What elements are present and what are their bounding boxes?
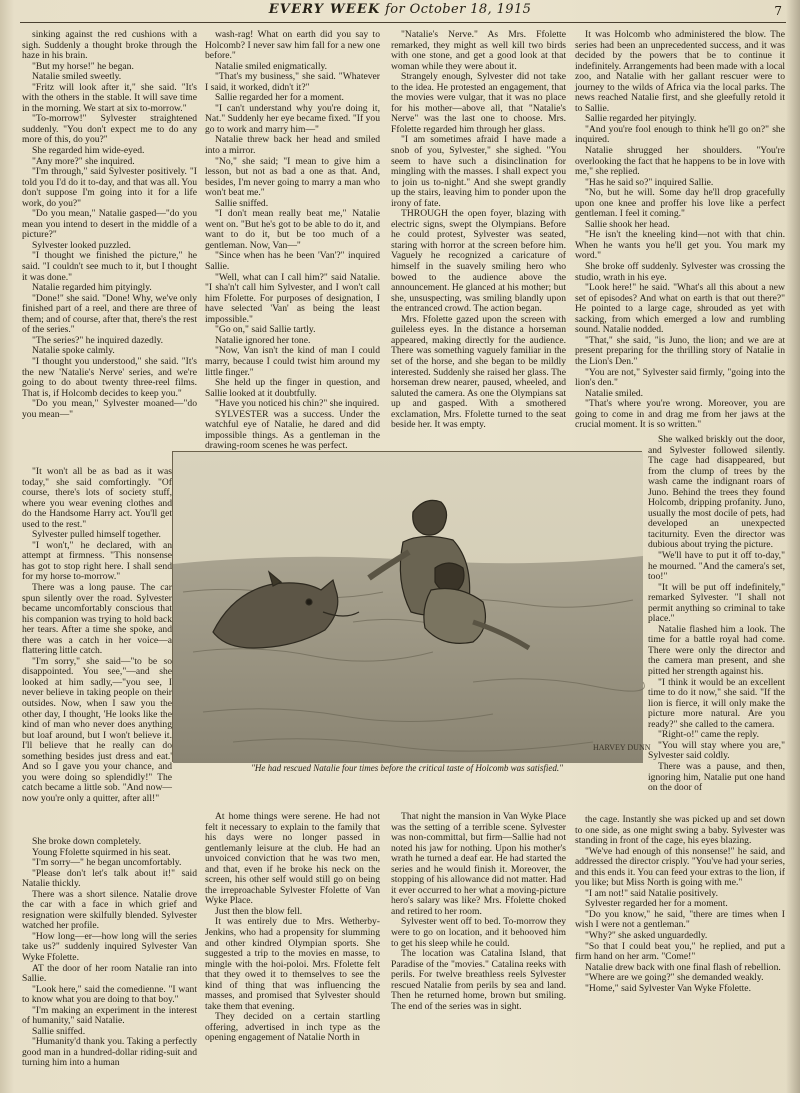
paragraph: She held up the finger in question, and Sallie looked at it doubtfully. — [205, 377, 380, 399]
paragraph: "Has he said so?" inquired Sallie. — [585, 176, 714, 188]
column-4-bottom — [575, 815, 785, 1090]
paragraph: Sylvester pulled himself together. — [32, 529, 161, 541]
header-rule — [20, 22, 786, 23]
paragraph: "Go on," said Sallie tartly. — [215, 324, 316, 336]
paragraph: "I don't mean really beat me," Natalie went on. "But he's got to be able to do it, and want to do it, but be too much of a gentleman. Now, Van—" — [205, 208, 380, 251]
paragraph: Sallie sniffed. — [32, 1025, 86, 1037]
paragraph: "Do you mean," Natalie gasped—"do you mean you intend to desert in the middle of a picture?" — [22, 208, 197, 241]
paragraph: Sylvester went off to bed. To-morrow they were to go on location, and it behooved him to get his sleep while he could. — [391, 916, 566, 949]
column-4-middle — [648, 435, 785, 815]
paragraph: "Please don't let's talk about it!" said Natalie thickly. — [22, 867, 197, 890]
paragraph: "I think it would be an excellent time to do it now," she said. "If the lion is fierce, it will only make the picture more natural. Are you ready?" she called to the camera. — [648, 676, 785, 730]
paragraph: She broke down completely. — [32, 836, 142, 847]
paragraph: "I'm through," said Sylvester positively. "I told you I'd do it to-day, and that was all. You don't suppose I'm going into it for a life work, do you?" — [22, 166, 197, 209]
paragraph: "Now, Van isn't the kind of man I could marry, because I could twist him around my little finger." — [205, 345, 380, 378]
paragraph: "So that I could beat you," he replied, and put a firm hand on her arm. "Come!" — [575, 940, 785, 963]
paragraph: "Well, what can I call him?" said Natalie. "I sha'n't call him Sylvester, and I won't call him Ffolette. For purposes of designation, I have selected 'Van' as being the least impossible." — [205, 271, 380, 325]
paragraph: "To-morrow!" Sylvester straightened suddenly. "You don't expect me to do any more of this, do you?" — [22, 113, 197, 146]
paragraph: "The series?" he inquired dazedly. — [32, 334, 164, 346]
page-number: 7 — [774, 4, 782, 18]
paragraph: sinking against the red cushions with a sigh. Suddenly a thought broke through the haze in his brain. — [22, 29, 197, 62]
paragraph: wash-rag! What on earth did you say to Holcomb? I never saw him fall for a new one before." — [205, 29, 380, 62]
paragraph: There was a short silence. Natalie drove the car with a face in which grief and resignation were skilfully blended. Sylvester watched her profile. — [22, 888, 197, 932]
paragraph: "Where are we going?" she demanded weakly. — [585, 972, 764, 984]
paragraph: "I thought you understood," she said. "It's the new 'Natalie's Nerve' series, and we're going to do about twenty three-reel films. That is, if Holcomb decides to keep you." — [22, 355, 197, 399]
paragraph: "How long—er—how long will the series take us?" suddenly inquired Sylvester Van Wyke Ffolette. — [22, 930, 197, 964]
paragraph: "We've had enough of this nonsense!" he said, and addressed the director crisply. "You've had your series, and this ends it. You can feed your extras to the lion, if you like; but Miss North is going with me." — [575, 845, 785, 889]
paragraph: "It will be put off indefinitely," remarked Sylvester. "I shall not permit anything so criminal to take place." — [648, 581, 785, 625]
paragraph: Natalie threw back her head and smiled into a mirror. — [205, 134, 380, 157]
paragraph: She walked briskly out the door, and Sylvester followed silently. The cage had disappeared, but from the clump of trees by the wash came the indignant roars of Juno. Behind the trees they found Holcomb, dripping profanity. Juno, usually the most docile of pets, had developed an unexpected taciturnity. Even the director was dubious about trying the picture. — [648, 434, 785, 551]
paragraph: "It won't all be as bad as it was today," she said comfortingly. "Of course, there's lots of society stuff, where you wear evening clothes and do the Handsome Harry act. You'll get used to the rest." — [22, 466, 172, 530]
paragraph: "That's my business," she said. "Whatever I said, it worked, didn't it?" — [205, 71, 380, 93]
paragraph: It was Holcomb who administered the blow. The series had been an unprecedented success, and it was decided by the powers that be to continue it indefinitely. Arrangements had been made with a local zoo, and Natalie with her gallant rescuer were to journey to the wilds of Africa via the local parks. The news reached Natalie first, and she gleefully retold it to Sallie. — [575, 29, 785, 114]
running-header — [0, 2, 800, 22]
paragraph: "Right-o!" came the reply. — [658, 729, 759, 741]
issue-date: for October 18, 1915 — [385, 2, 532, 17]
paragraph: "Natalie's Nerve." As Mrs. Ffolette remarked, they might as well kill two birds with one stone, and get a good look at that woman while they were about it. — [391, 29, 566, 72]
paragraph: There was a long pause. The car spun silently over the road. Sylvester became uncomfortably conscious that his companion was trying to hold back her tears. After a time she spoke, and there was a catch in her voice—a flattering little catch. — [22, 582, 172, 657]
paragraph: THROUGH the open foyer, blazing with electric signs, swept the Olympians. Before he could protest, Sylvester was seated, staring with horror at the screen before him. Vaguely he recognized a caricature of himself in the suavely smiling hero who bowed to the audience above the announcement. He glanced at his mother; but she, unsuspecting, was smiling blandly upon the entranced crowd. The action began. — [391, 208, 566, 315]
paragraph: "I thought we finished the picture," he said. "I couldn't see much to it, but I thought it was done." — [22, 250, 197, 283]
paragraph: "I am not!" said Natalie positively. — [585, 887, 718, 899]
paragraph: "You are not," Sylvester said firmly, "going into the lion's den." — [575, 366, 785, 389]
paragraph: Natalie flashed him a look. The time for a battle royal had come. There were only the director and the camera man present, and she pitted her strength against his. — [648, 623, 785, 678]
column-1-middle — [22, 467, 172, 837]
paragraph: "Since when has he been 'Van'?" inquired Sallie. — [205, 250, 380, 273]
paragraph: "Home," said Sylvester Van Wyke Ffolette. — [585, 982, 751, 994]
paragraph: "I can't understand why you're doing it, Nat." Suddenly her eye became fixed. "If you go to work and marry him—" — [205, 102, 380, 135]
paragraph: She broke off suddenly. Sylvester was crossing the studio, wrath in his eye. — [575, 261, 785, 283]
paragraph: Natalie shrugged her shoulders. "You're overlooking the fact that he happens to be in love with me," she replied. — [575, 145, 785, 178]
paragraph: "I won't," he declared, with an attempt at firmness. "This nonsense has got to stop right here. I shall send for my horse to-morrow." — [22, 539, 172, 583]
paragraph: Sylvester looked puzzled. — [32, 239, 131, 251]
column-1-bottom — [22, 837, 197, 1087]
paragraph: "Look here," said the comedienne. "I want to know what you are doing to that boy." — [22, 983, 197, 1006]
paragraph: "No, but he will. Some day he'll drop gracefully upon one knee and proffer his love like a perfect gentleman. I feel it coming." — [575, 187, 785, 220]
paragraph: Natalie drew back with one final flash of rebellion. — [585, 961, 781, 973]
paragraph: "Do you mean," Sylvester moaned—"do you mean—" — [22, 398, 197, 420]
paragraph: Young Ffolette squirmed in his seat. — [32, 846, 171, 858]
paragraph: She regarded him wide-eyed. — [32, 145, 145, 157]
paragraph: They decided on a certain startling offering, advertised in inch type as the opening engagement of Natalie North in — [205, 1011, 380, 1044]
paragraph: The location was Catalina Island, that Paradise of the "movies." Catalina reeks with perils. For twelve breathless reels Sylvester rescued Natalie from perils by sea and land. Then he returned home, brown but smiling. The end of the series was in sight. — [391, 948, 566, 1012]
paragraph: "I'm sorry," she said—"to be so disappointed. You see,"—and she looked at him sadly,—"you see, I never believe in taking people on their outsides. Now, when I saw you the other day, I thought, 'He looks like the kind of man who never does anything but loaf around, but I won't believe it. I'll believe that he really can do something besides just dress and eat.' And so I gave you your chance, and you were doing so splendidly!" The catch became a little sob. "And now—now you're only a quitter, after all!" — [22, 655, 172, 804]
artist-signature: HARVEY DUNN — [593, 743, 651, 752]
paragraph: At home things were serene. He had not felt it necessary to explain to the family that his days were no longer passed in gentlemanly leisure at the club. He had an unvoiced conviction that he was two men, and that, even if he broke his neck on the screen, his other self would still go on being the irreproachable Sylvester Ffolette of Van Wyke Place. — [205, 811, 380, 907]
column-2-bottom — [205, 812, 380, 1090]
illustration-drawing — [173, 452, 651, 763]
paragraph: Sallie sniffed. — [215, 197, 269, 209]
paragraph: "I'm sorry—" he began uncomfortably. — [32, 857, 182, 869]
paragraph: Mrs. Ffolette gazed upon the screen with guileless eyes. In the distance a horseman appeared, making directly for the audience. There was something vaguely familiar in the set of the horse, and she began to be mildly interested. Suddenly she raised her glass. The horseman drew nearer, paused, wheeled, and saluted the camera. As one the Olympians sat up and gasped. With a smothered exclamation, Mrs. Ffolette turned to the seat beside her. It was empty. — [391, 313, 566, 431]
paragraph: "I am sometimes afraid I have made a snob of you, Sylvester," she sighed. "You seem to have such a disinclination for mingling with the masses. I shall expect you to join us to-night." And she swept grandly up the stairs, leaving him to ponder upon the irony of fate. — [391, 134, 566, 209]
paragraph: "Why?" she asked unguardedly. — [585, 930, 708, 942]
paragraph: It was entirely due to Mrs. Wetherby-Jenkins, who had a propensity for slumming and other kindred Olympian sports. She suggested a trip to the movies en masse, to mingle with the hoi-poloi. Mrs. Ffolette felt that they owed it to themselves to see the kind of thing that was influencing the masses, and promised that Sylvester should take them that evening. — [205, 916, 380, 1012]
column-3-bottom — [391, 812, 566, 1090]
paragraph: Natalie spoke calmly. — [32, 345, 115, 357]
paragraph: the cage. Instantly she was picked up and set down to one side, as one might swing a baby. Sylvester was standing in front of the cage, his eyes blazing. — [575, 814, 785, 847]
paragraph: Sallie regarded her pityingly. — [585, 113, 697, 125]
column-4-top — [575, 30, 785, 435]
paragraph: "He isn't the kneeling kind—not with that chin. When he wants you he'll get you. You mark my word." — [575, 229, 785, 262]
paragraph: AT the door of her room Natalie ran into Sallie. — [22, 962, 197, 985]
paragraph: Natalie smiled enigmatically. — [215, 60, 328, 72]
paragraph: "That," she said, "is Juno, the lion; and we are at present preparing for the thrilling story of Natalie in the Lion's Den." — [575, 334, 785, 367]
illustration-caption: "He had rescued Natalie four times before the critical taste of Holcomb was satisfied." — [251, 763, 563, 773]
paragraph: Sylvester regarded her for a moment. — [585, 898, 728, 910]
paragraph: "You will stay where you are," Sylvester said coldly. — [648, 739, 785, 762]
paragraph: There was a pause, and then, ignoring him, Natalie put one hand on the door of — [648, 760, 785, 794]
paragraph: Natalie regarded him pityingly. — [32, 282, 152, 294]
paragraph: Natalie ignored her tone. — [215, 334, 311, 346]
publication-title: EVERY WEEK — [268, 2, 381, 17]
story-illustration — [172, 451, 651, 762]
paragraph: "Look here!" he said. "What's all this about a new set of episodes? And what on earth is that out there?" He pointed to a large cage, shrouded as yet with sacking, from which emerged a low and rumbling sound. Natalie nodded. — [575, 282, 785, 336]
paragraph: SYLVESTER was a success. Under the watchful eye of Natalie, he dared and did impossible things. As a gentleman in the drawing-room scenes he was perfect. — [205, 408, 380, 452]
paragraph: Just then the blow fell. — [215, 905, 303, 917]
column-1-top — [22, 30, 197, 467]
binding-shadow — [786, 0, 800, 1093]
paragraph: "Have you noticed his chin?" she inquired. — [215, 398, 380, 410]
paragraph: "And you're fool enough to think he'll go on?" she inquired. — [575, 123, 785, 146]
paragraph: Sallie shook her head. — [585, 218, 670, 230]
paragraph: "That's where you're wrong. Moreover, you are going to come in and drag me from her jaws at the crucial moment. It is so written." — [575, 398, 785, 431]
column-2-top — [205, 30, 380, 455]
paragraph: "We'll have to put it off to-day," he mourned. "And the camera's set, too!" — [648, 550, 785, 583]
paragraph: Sallie regarded her for a moment. — [215, 92, 344, 104]
paragraph: Natalie smiled sweetly. — [32, 71, 122, 83]
paragraph: "Humanity'd thank you. Taking a perfectly good man in a hundred-dollar riding-suit and turning him into a human — [22, 1036, 197, 1069]
paragraph: "Done!" she said. "Done! Why, we've only finished part of a reel, and there are three of them; and of course, after that, there's the rest of the series." — [22, 292, 197, 336]
column-3-top — [391, 30, 566, 455]
paragraph: "Any more?" she inquired. — [32, 155, 135, 167]
paragraph: "I'm making an experiment in the interest of humanity," said Natalie. — [22, 1004, 197, 1027]
paragraph: That night the mansion in Van Wyke Place was the setting of a terrible scene. Sylvester was non-committal, but firm—Sallie had not noted his jaw for nothing. Upon his mother's wrath he turned a deaf ear. He had started the series and he would finish it. Moreover, the stopping of his allowance did not matter. Had it ever occurred to her what a moving-picture hero's salary was like? Mrs. Ffolette choked and retired to her room. — [391, 811, 566, 917]
paragraph: "No," she said; "I mean to give him a lesson, but not as bad a one as that. And, besides, I'm never going to marry a man who won't beat me." — [205, 155, 380, 199]
paragraph: "Fritz will look after it," she said. "It's with the others in the stable. It will save time in the morning. We start at six to-morrow." — [22, 81, 197, 114]
paragraph: "Do you know," he said, "there are times when I wish I were not a gentleman." — [575, 908, 785, 931]
paragraph: Strangely enough, Sylvester did not take to the idea. He protested an engagement, that the movies were vulgar, that it was no place for his mother—above all, that "Natalie's Nerve" was the last one to choose. Mrs. Ffolette regarded him through her glass. — [391, 71, 566, 135]
paragraph: Natalie smiled. — [585, 387, 644, 399]
paragraph: "But my horse!" he began. — [32, 60, 134, 72]
